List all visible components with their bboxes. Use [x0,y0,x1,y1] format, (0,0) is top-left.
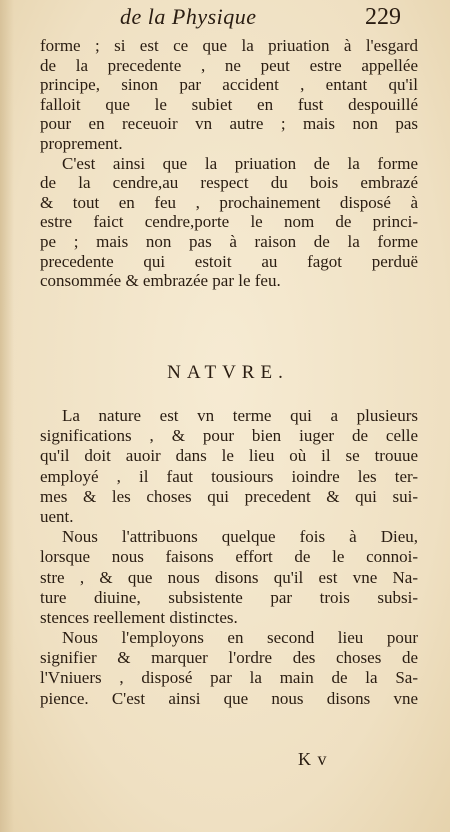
text-line: precedente qui estoit au fagot perduë [40,251,418,271]
text-line: employé , il faut tousiours ioindre les ter- [40,466,418,486]
text-line: mes & les choses qui precedent & qui sui- [40,486,418,506]
text-line: proprement. [40,133,123,153]
text-line: lorsque nous faisons effort de le connoi- [40,547,418,567]
text-line: significations , & pour bien iuger de celle [40,426,418,446]
section-heading: NATVRE. [167,362,289,383]
page-number: 229 [365,4,401,30]
text-line: estre faict cendre,porte le nom de princi- [40,212,418,232]
text-line: stences reellement distinctes. [40,607,238,627]
text-line: pour en receuoir vn autre ; mais non pas [40,114,418,134]
text-line: principe, sinon par accident , entant qu'il [40,75,418,95]
text-line: C'est ainsi que la priuation de la forme [62,153,418,173]
paragraph [40,527,418,628]
text-block-top [40,36,418,291]
running-title: de la Physique [120,4,257,29]
text-line: falloit que le subiet en fust despouillé [40,94,418,114]
paragraph [40,36,418,154]
text-line: Nous l'employons en second lieu pour [62,628,418,648]
text-line: qu'il doit auoir dans le lieu où il se trouue [40,446,418,466]
text-line: forme ; si est ce que la priuation à l'esgard [40,36,418,55]
text-line: ture diuine, subsistente par trois subsi- [40,587,418,607]
text-line: de la cendre,au respect du bois embrazé [40,173,418,193]
running-head [0,2,450,36]
text-line: & tout en feu , prochainement disposé à [40,192,418,212]
text-line: La nature est vn terme qui a plusieurs [62,406,418,425]
text-line: pe ; mais non pas à raison de la forme [40,231,418,251]
text-line: signifier & marquer l'ordre des choses de [40,648,418,668]
text-line: de la precedente , ne peut estre appellée [40,55,418,75]
paragraph [40,154,418,291]
text-block-main [40,406,418,709]
text-line: stre , & que nous disons qu'il est vne Na- [40,567,418,587]
text-line: Nous l'attribuons quelque fois à Dieu, [62,527,418,547]
text-line: consommée & embrazée par le feu. [40,271,281,291]
paragraph [40,628,418,709]
paragraph [40,406,418,527]
text-line: uent. [40,506,74,526]
signature-mark: K v [298,749,328,769]
text-line: l'Vniuers , disposé par la main de la Sa- [40,668,418,688]
text-line: pience. C'est ainsi que nous disons vne [40,688,418,708]
